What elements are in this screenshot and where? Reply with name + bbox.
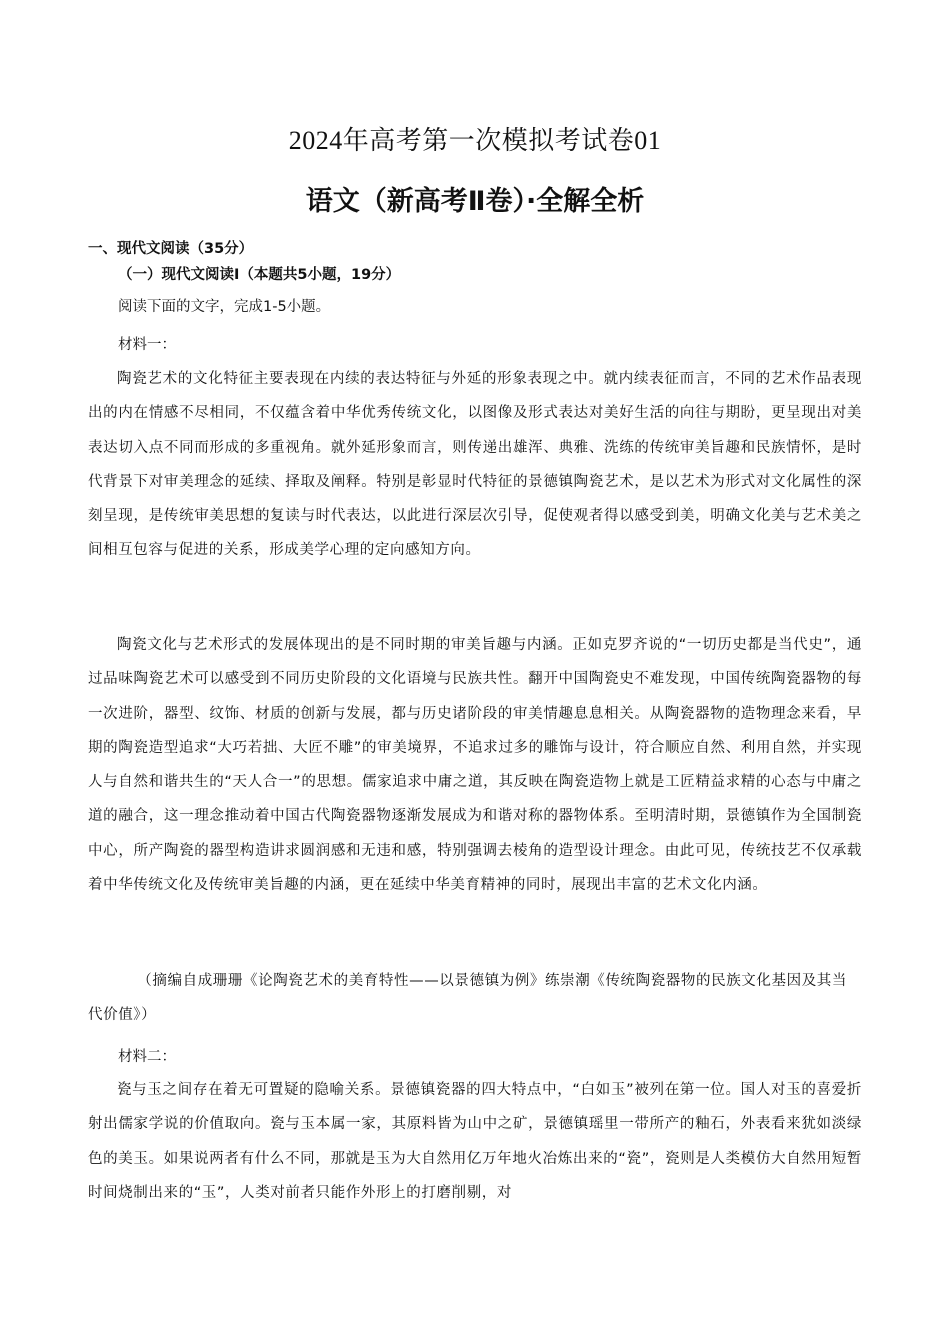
document-title: 2024年高考第一次模拟考试卷01 <box>288 126 662 155</box>
material-one-paragraph-1: 陶瓷艺术的文化特征主要表现在内续的表达特征与外延的形象表现之中。就内续表征而言，不同的艺术作品表现出的内在情感不尽相同，不仅蕴含着中华优秀传统文化，以图像及形式表达对美好生活的向往与期盼，更呈现出对美表达切入点不同而形成的多重视角。就外延形象而言，则传递出雄浑、典雅、洗练的传统审美旨趣和民族情怀，是时代背景下对审美理念的延续、择取及阐释。特别是彰显时代特征的景德镇陶瓷艺术，是以艺术为形式对文化属性的深刻呈现，是传统审美思想的复读与时代表达，以此进行深层次引导，促使观者得以感受到美，明确文化美与艺术美之间相互包容与促进的关系，形成美学心理的定向感知方向。 <box>88 371 862 559</box>
material-two-label: 材料二： <box>118 1049 176 1065</box>
document-subtitle: 语文（新高考Ⅱ卷）·全解全析 <box>305 186 645 217</box>
subsection-heading: （一）现代文阅读Ⅰ（本题共5小题，19分） <box>118 267 401 283</box>
material-two-paragraph-1: 瓷与玉之间存在着无可置疑的隐喻关系。景德镇瓷器的四大特点中，“白如玉”被列在第一位。国人对玉的喜爱折射出儒家学说的价值取向。瓷与玉本属一家，其原料皆为山中之矿，景德镇瑶里一带所产的釉石，外表看来犹如淡绿色的美玉。如果说两者有什么不同，那就是玉为大自然用亿万年地火冶炼出来的“瓷”，瓷则是人类模仿大自然用短暂时间烧制出来的“玉”，人类对前者只能作外形上的打磨削剔，对 <box>88 1082 862 1201</box>
material-one-source: （摘编自成珊珊《论陶瓷艺术的美育特性——以景德镇为例》练崇潮《传统陶瓷器物的民族文化基因及其当代价值》） <box>88 973 847 1023</box>
section-heading: 一、现代文阅读（35分） <box>88 241 254 257</box>
reading-instruction: 阅读下面的文字，完成1-5小题。 <box>118 299 331 315</box>
material-one-paragraph-2: 陶瓷文化与艺术形式的发展体现出的是不同时期的审美旨趣与内涵。正如克罗齐说的“一切历史都是当代史”，通过品味陶瓷艺术可以感受到不同历史阶段的文化语境与民族共性。翻开中国陶瓷史不难发现，中国传统陶瓷器物的每一次进阶，器型、纹饰、材质的创新与发展，都与历史诸阶段的审美情趣息息相关。从陶瓷器物的造物理念来看，早期的陶瓷造型追求“大巧若拙、大匠不雕”的审美境界，不追求过多的雕饰与设计，符合顺应自然、利用自然，并实现人与自然和谐共生的“天人合一”的思想。儒家追求中庸之道，其反映在陶瓷造物上就是工匠精益求精的心态与中庸之道的融合，这一理念推动着中国古代陶瓷器物逐渐发展成为和谐对称的器物体系。至明清时期，景德镇作为全国制瓷中心，所产陶瓷的器型构造讲求圆润感和无违和感，特别强调去棱角的造型设计理念。由此可见，传统技艺不仅承载着中华传统文化及传统审美旨趣的内涵，更在延续中华美育精神的同时，展现出丰富的艺术文化内涵。 <box>88 637 862 894</box>
material-one-label: 材料一： <box>118 337 176 353</box>
